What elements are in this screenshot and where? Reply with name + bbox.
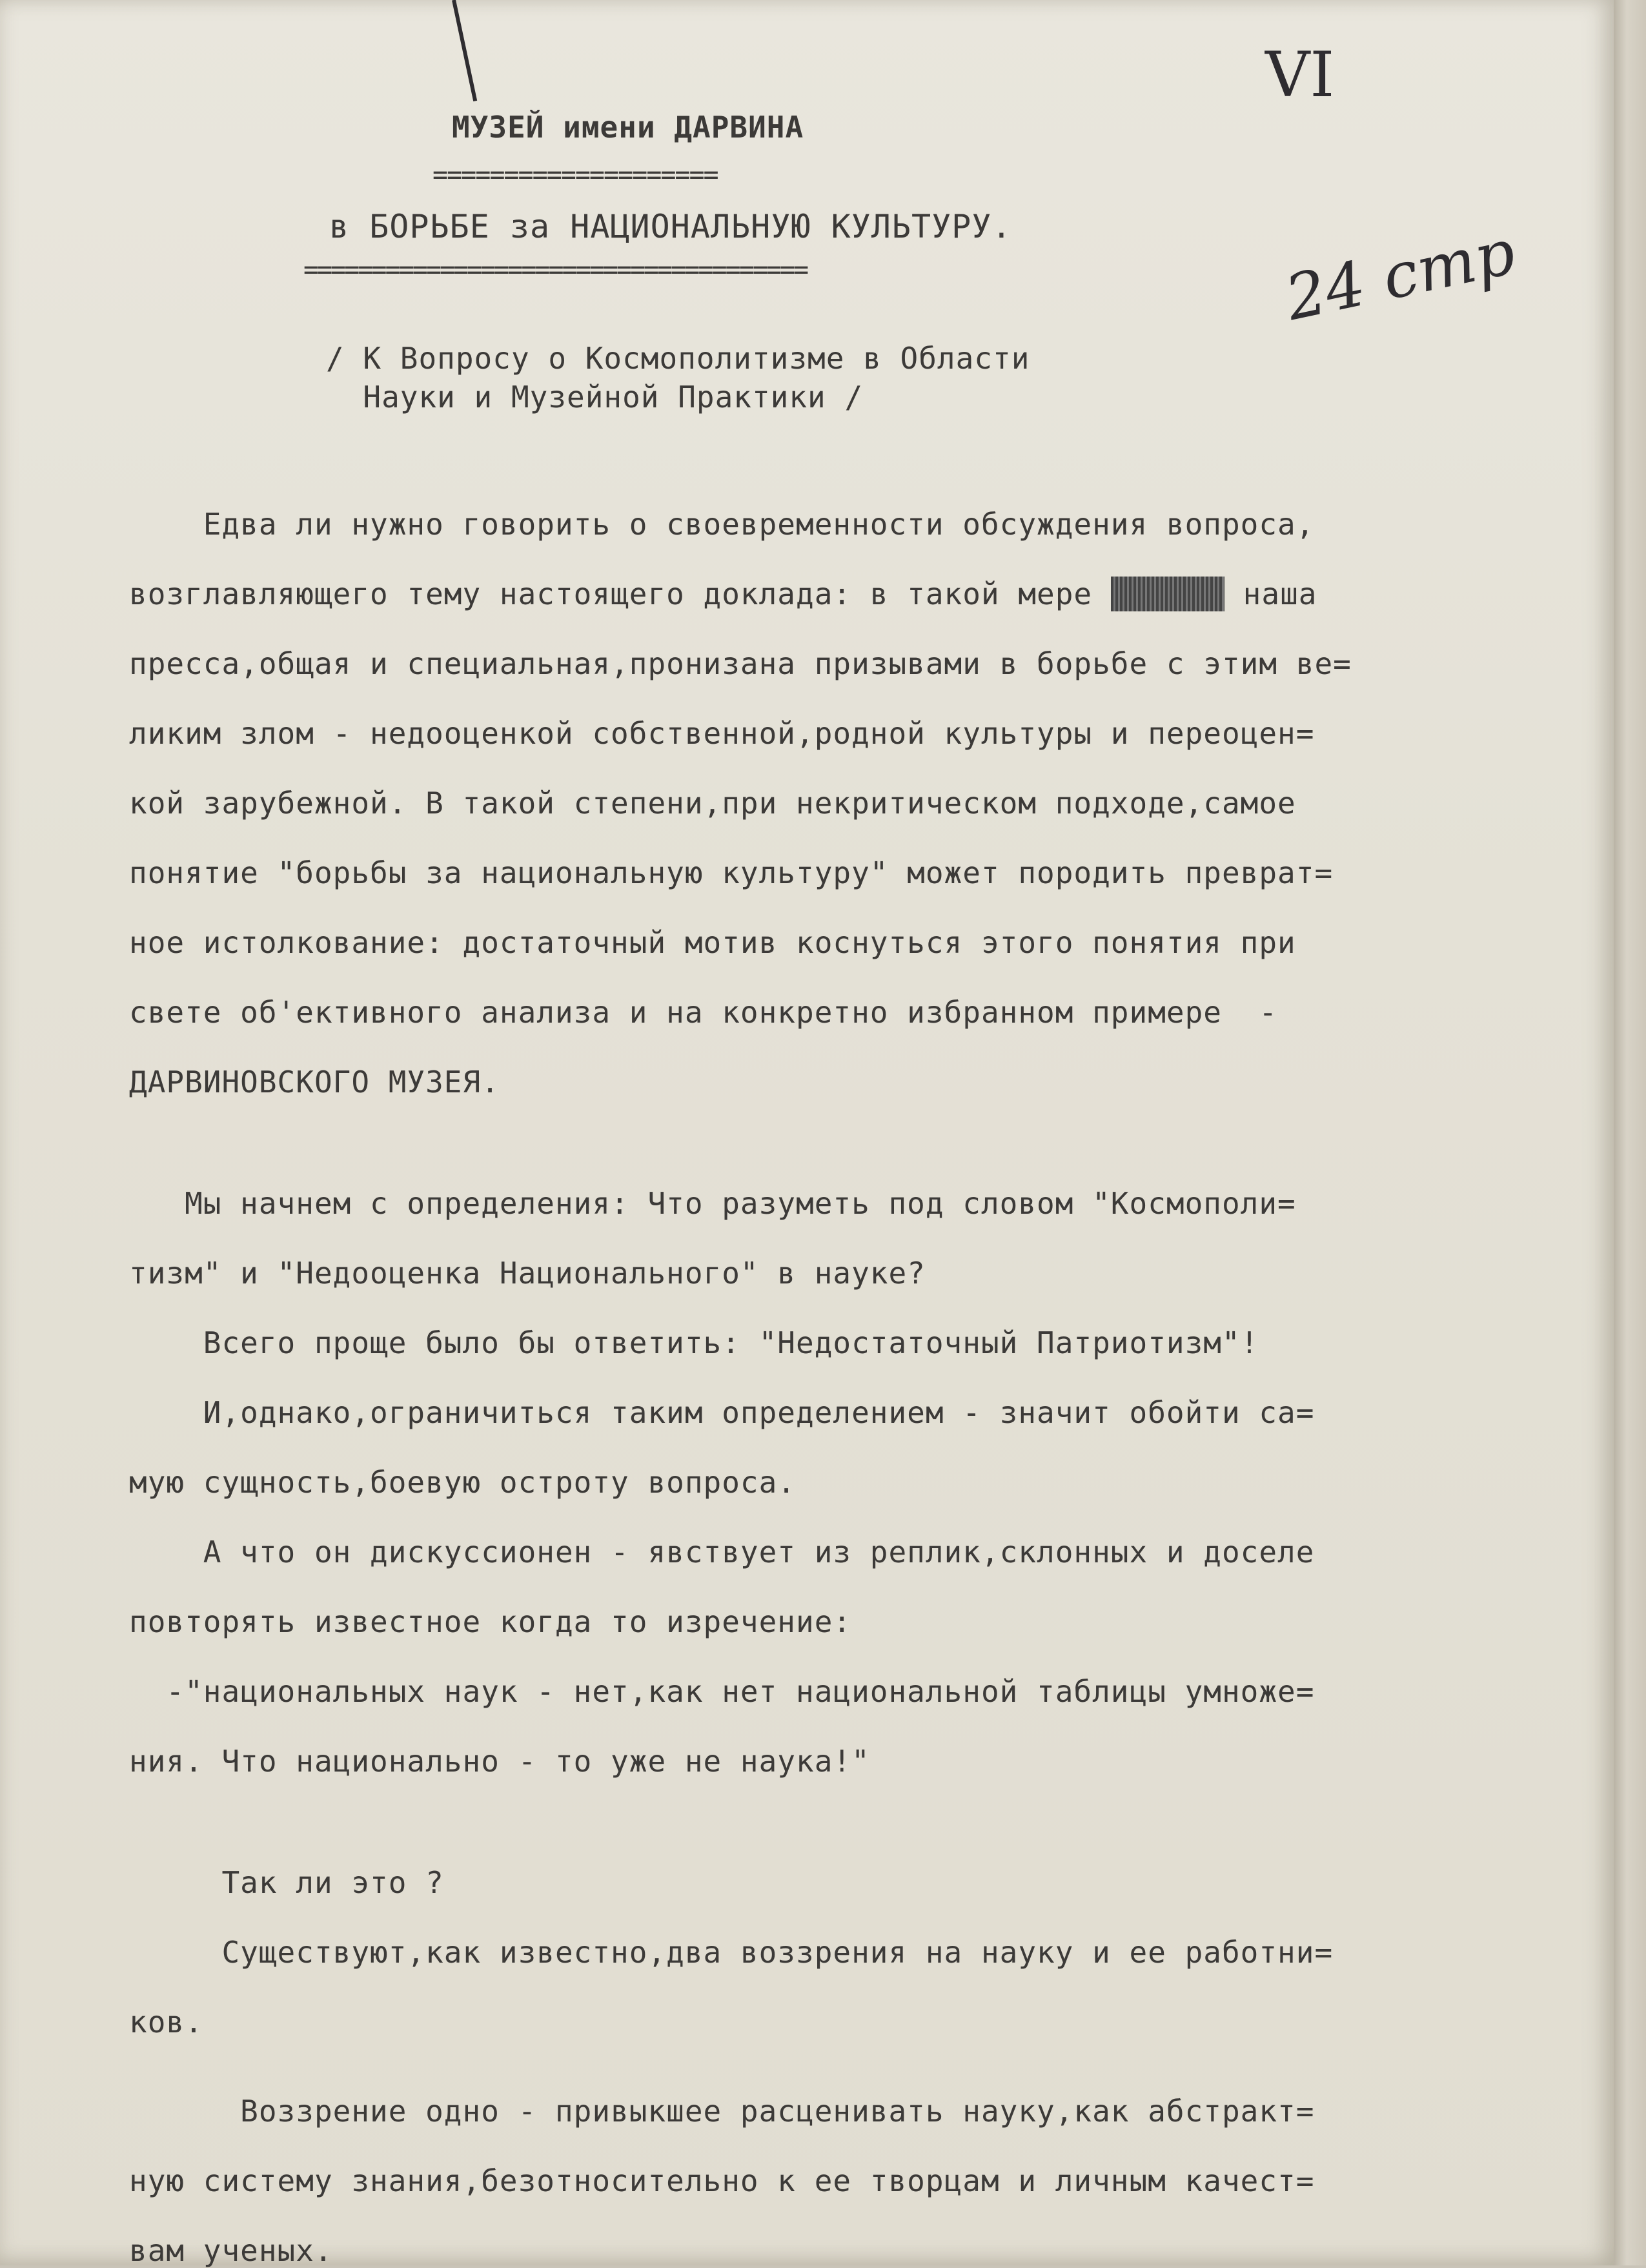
title-underline-2: =====================================: [303, 255, 808, 285]
handwritten-section-number: VI: [1265, 39, 1335, 111]
text-segment: наша: [1224, 577, 1317, 611]
text-segment: возглавляющего тему настоящего доклада: в такой мере: [129, 577, 1111, 611]
text-line: И,однако,ограничиться таким определением - значит обойти са=: [129, 1395, 1315, 1430]
subtitle: [326, 339, 1030, 416]
crossed-out-word: [1111, 577, 1224, 611]
text-line: понятие "борьбы за национальную культуру" может породить преврат=: [129, 855, 1334, 890]
text-line: -"национальных наук - нет,как нет национальной таблицы умноже=: [129, 1674, 1315, 1709]
text-line: тизм" и "Недооценка Национального" в науке?: [129, 1256, 926, 1291]
subtitle-line: Науки и Музейной Практики /: [326, 380, 864, 414]
text-line: ния. Что национально - то уже не наука!": [129, 1744, 870, 1779]
title-line-2: в БОРЬБЕ за НАЦИОНАЛЬНУЮ КУЛЬТУРУ.: [329, 208, 1012, 245]
text-line: ное истолкование: достаточный мотив коснуться этого понятия при: [129, 925, 1296, 960]
text-line: ную систему знания,безотносительно к ее творцам и личным качест=: [129, 2163, 1315, 2198]
text-line: свете об'ективного анализа и на конкретно избранном примере -: [129, 995, 1278, 1030]
text-line: Так ли это ?: [129, 1865, 444, 1900]
text-line: ков.: [129, 2005, 203, 2039]
text-line: ликим злом - недооценкой собственной,родной культуры и переоцен=: [129, 716, 1315, 751]
text-line: Мы начнем с определения: Что разуметь под словом "Космополи=: [129, 1186, 1296, 1221]
text-line: [129, 577, 1317, 611]
text-line: ДАРВИНОВСКОГО МУЗЕЯ.: [129, 1065, 500, 1099]
title-line-1: МУЗЕЙ имени ДАРВИНА: [452, 110, 804, 145]
text-line: пресса,общая и специальная,пронизана призывами в борьбе с этим ве=: [129, 646, 1352, 681]
text-line: Воззрение одно - привыкшее расценивать науку,как абстракт=: [129, 2094, 1315, 2129]
paper-edge: [1614, 0, 1646, 2265]
text-line: Существуют,как известно,два воззрения на науку и ее работни=: [129, 1935, 1334, 1970]
text-line: вам ученых.: [129, 2233, 333, 2268]
subtitle-line: / К Вопросу о Космополитизме в Области: [326, 341, 1030, 376]
text-line: повторять известное когда то изречение:: [129, 1604, 852, 1639]
text-line: А что он дискуссионен - явствует из реплик,склонных и доселе: [129, 1535, 1315, 1569]
handwritten-page-count: 24 стр: [1279, 215, 1521, 335]
text-line: Всего проще было бы ответить: "Недостаточный Патриотизм"!: [129, 1325, 1259, 1360]
text-line: кой зарубежной. В такой степени,при некритическом подходе,самое: [129, 786, 1296, 821]
title-underline-1: ====================: [432, 160, 718, 190]
text-line: Едва ли нужно говорить о своевременности обсуждения вопроса,: [129, 507, 1315, 542]
text-line: мую сущность,боевую остроту вопроса.: [129, 1465, 796, 1500]
